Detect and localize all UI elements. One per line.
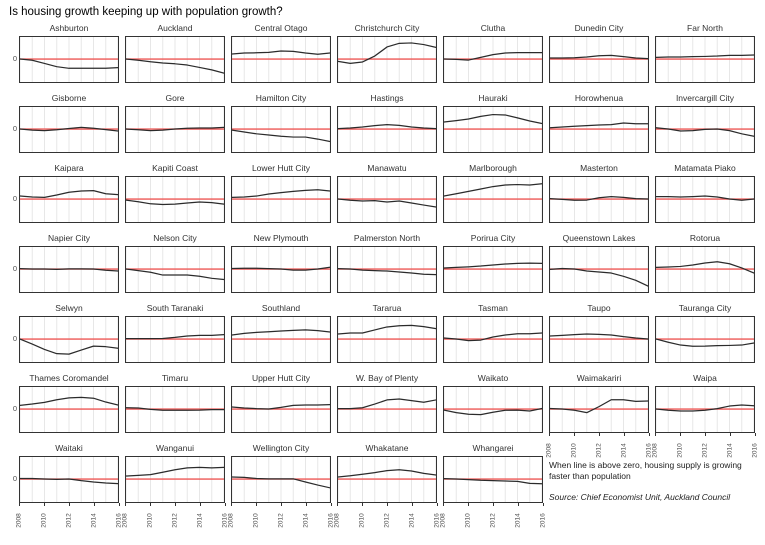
facet-whangarei (439, 443, 547, 528)
x-axis-tick (574, 433, 575, 436)
facet-panel (337, 176, 437, 223)
facet-rotorua (655, 233, 755, 293)
facet-title: Tararua (372, 303, 402, 313)
x-axis-tick (44, 503, 45, 506)
x-axis-tick-label: 2008 (227, 513, 235, 528)
x-axis-tick (200, 503, 201, 506)
facet-panel (443, 386, 543, 433)
x-axis-tick-label: 2014 (90, 513, 98, 528)
x-axis-tick-label: 2010 (464, 513, 472, 528)
facet-title: Gore (165, 93, 185, 103)
x-axis-tick (412, 503, 413, 506)
facet-title: Taupo (587, 303, 611, 313)
facet-panel (231, 316, 331, 363)
x-axis-tick-label: 2012 (595, 443, 603, 458)
y-axis-zero-label: 0 (12, 264, 17, 273)
facet-nelson-city (125, 233, 225, 293)
facet-gore (125, 93, 225, 153)
facet-tararua (337, 303, 437, 363)
facet-panel (125, 386, 225, 433)
facet-ashburton (12, 23, 119, 83)
facet-panel (19, 386, 119, 433)
facet-title: Dunedin City (574, 23, 624, 33)
x-axis-labels (121, 503, 229, 535)
facet-panel (337, 106, 437, 153)
x-axis-tick-label: 2014 (302, 513, 310, 528)
facet-panel (125, 176, 225, 223)
facet-panel (19, 36, 119, 83)
facet-panel (19, 316, 119, 363)
x-axis-tick (437, 503, 438, 506)
x-axis-tick-label: 2010 (358, 513, 366, 528)
x-axis-tick-label: 2014 (726, 443, 734, 458)
facet-title: Auckland (157, 23, 193, 33)
facet-palmerston-north (337, 233, 437, 293)
y-axis-zero-label: 0 (12, 334, 17, 343)
facet-hauraki (443, 93, 543, 153)
x-axis-tick-label: 2014 (196, 513, 204, 528)
facet-whakatane (333, 443, 441, 528)
facet-panel (125, 106, 225, 153)
y-axis-zero-label: 0 (12, 124, 17, 133)
facet-panel (19, 176, 119, 223)
x-axis-tick (443, 503, 444, 506)
facet-thames-coromandel (12, 373, 119, 433)
annotation-source: Source: Chief Economist Unit, Auckland Council (549, 492, 731, 503)
x-axis-tick (306, 503, 307, 506)
x-axis-tick-label: 2016 (221, 513, 229, 528)
x-axis-tick (150, 503, 151, 506)
facet-title: South Taranaki (146, 303, 204, 313)
facet-panel (443, 176, 543, 223)
x-axis-tick-label: 2016 (645, 443, 653, 458)
x-axis-tick-label: 2012 (171, 513, 179, 528)
facet-title: Selwyn (55, 303, 83, 313)
facet-title: Nelson City (153, 233, 197, 243)
facet-panel (655, 106, 755, 153)
x-axis-tick-label: 2008 (439, 513, 447, 528)
facet-panel (549, 316, 649, 363)
facet-title: Wanganui (156, 443, 194, 453)
x-axis-tick-label: 2010 (676, 443, 684, 458)
facet-panel (655, 36, 755, 83)
x-axis-tick (231, 503, 232, 506)
facet-timaru (125, 373, 225, 433)
x-axis-tick-label: 2010 (40, 513, 48, 528)
facet-panel (337, 386, 437, 433)
facet-title: Manawatu (367, 163, 407, 173)
facet-panel (231, 106, 331, 153)
facet-clutha (443, 23, 543, 83)
facet-panel (231, 456, 331, 503)
facet-invercargill-city (655, 93, 755, 153)
facet-panel (337, 316, 437, 363)
facet-tasman (443, 303, 543, 363)
x-axis-tick (468, 503, 469, 506)
facet-kapiti-coast (125, 163, 225, 223)
facet-title: Clutha (480, 23, 506, 33)
x-axis-tick (543, 503, 544, 506)
page-title: Is housing growth keeping up with population growth? (9, 6, 283, 18)
facet-taupo (549, 303, 649, 363)
x-axis-tick-label: 2008 (333, 513, 341, 528)
facet-title: Southland (261, 303, 301, 313)
x-axis-tick-label: 2008 (15, 513, 23, 528)
facet-title: Gisborne (51, 93, 87, 103)
x-axis-tick-label: 2010 (146, 513, 154, 528)
facet-title: Queenstown Lakes (562, 233, 636, 243)
x-axis-tick (549, 433, 550, 436)
x-axis-tick (599, 433, 600, 436)
facet-panel (337, 456, 437, 503)
facet-panel (655, 176, 755, 223)
facet-title: Waipa (693, 373, 717, 383)
x-axis-tick (225, 503, 226, 506)
x-axis-tick (281, 503, 282, 506)
facet-marlborough (443, 163, 543, 223)
x-axis-tick-label: 2008 (545, 443, 553, 458)
x-axis-tick (175, 503, 176, 506)
facet-dunedin-city (549, 23, 649, 83)
facet-far-north (655, 23, 755, 83)
x-axis-tick-label: 2012 (65, 513, 73, 528)
x-axis-tick (69, 503, 70, 506)
facet-title: Palmerston North (353, 233, 421, 243)
facet-title: Whakatane (365, 443, 409, 453)
facet-panel (443, 246, 543, 293)
x-axis-tick-label: 2010 (570, 443, 578, 458)
facet-title: Central Otago (254, 23, 308, 33)
y-axis-zero-label: 0 (12, 474, 17, 483)
facet-title: Rotorua (689, 233, 721, 243)
facet-title: Masterton (580, 163, 618, 173)
x-axis-tick (730, 433, 731, 436)
x-axis-tick (125, 503, 126, 506)
facet-hamilton-city (231, 93, 331, 153)
x-axis-tick-label: 2012 (383, 513, 391, 528)
y-axis-zero-label: 0 (12, 54, 17, 63)
x-axis-tick (362, 503, 363, 506)
facet-new-plymouth (231, 233, 331, 293)
facet-title: Tasman (478, 303, 508, 313)
facet-panel (19, 106, 119, 153)
facet-w-bay-of-plenty (337, 373, 437, 433)
facet-manawatu (337, 163, 437, 223)
facet-central-otago (231, 23, 331, 83)
facet-title: Wellington City (252, 443, 310, 453)
x-axis-tick-label: 2016 (433, 513, 441, 528)
facet-masterton (549, 163, 649, 223)
facet-title: Far North (687, 23, 723, 33)
x-axis-tick (518, 503, 519, 506)
x-axis-tick (680, 433, 681, 436)
facet-wellington-city (227, 443, 335, 528)
facet-porirua-city (443, 233, 543, 293)
x-axis-tick (705, 433, 706, 436)
x-axis-labels (333, 503, 441, 535)
y-axis-zero-label: 0 (12, 404, 17, 413)
facet-panel (125, 36, 225, 83)
facet-panel (443, 106, 543, 153)
facet-waitaki (12, 443, 123, 528)
x-axis-labels (15, 503, 123, 535)
x-axis-tick (755, 433, 756, 436)
facet-title: Upper Hutt City (251, 373, 311, 383)
facet-panel (549, 386, 649, 433)
x-axis-tick-label: 2012 (701, 443, 709, 458)
x-axis-tick (624, 433, 625, 436)
x-axis-tick-label: 2014 (620, 443, 628, 458)
facet-panel (443, 456, 543, 503)
facet-title: Christchurch City (354, 23, 420, 33)
x-axis-tick (19, 503, 20, 506)
y-axis-zero-label: 0 (12, 194, 17, 203)
facet-south-taranaki (125, 303, 225, 363)
x-axis-tick-label: 2010 (252, 513, 260, 528)
facet-title: Ashburton (49, 23, 89, 33)
x-axis-tick (119, 503, 120, 506)
facet-title: Hastings (370, 93, 404, 103)
facet-panel (125, 246, 225, 293)
facet-title: W. Bay of Plenty (355, 373, 419, 383)
facet-hastings (337, 93, 437, 153)
x-axis-tick-label: 2008 (651, 443, 659, 458)
facet-title: Napier City (47, 233, 91, 243)
x-axis-tick-label: 2014 (408, 513, 416, 528)
facet-title: Lower Hutt City (251, 163, 311, 173)
x-axis-tick (387, 503, 388, 506)
x-axis-tick-label: 2008 (121, 513, 129, 528)
facet-title: Waimakariri (576, 373, 622, 383)
facet-title: Porirua City (470, 233, 516, 243)
facet-panel (549, 106, 649, 153)
x-axis-tick (493, 503, 494, 506)
facet-title: Waitaki (55, 443, 83, 453)
x-axis-tick (256, 503, 257, 506)
facet-panel (655, 246, 755, 293)
facet-title: Thames Coromandel (29, 373, 109, 383)
facet-panel (231, 246, 331, 293)
facet-title: Marlborough (469, 163, 517, 173)
facet-panel (549, 246, 649, 293)
facet-panel (231, 36, 331, 83)
facet-title: Whangarei (472, 443, 514, 453)
facet-title: Tauranga City (678, 303, 732, 313)
facet-panel (125, 456, 225, 503)
facet-title: Hamilton City (255, 93, 307, 103)
x-axis-tick-label: 2012 (489, 513, 497, 528)
annotation-note: When line is above zero, housing supply is growing faster than population (549, 460, 742, 482)
facet-upper-hutt-city (231, 373, 331, 433)
facet-title: Horowhenua (574, 93, 624, 103)
x-axis-labels (227, 503, 335, 535)
facet-panel (655, 316, 755, 363)
facet-tauranga-city (655, 303, 755, 363)
x-axis-tick (337, 503, 338, 506)
facet-waimakariri (545, 373, 653, 458)
facet-panel (125, 316, 225, 363)
facet-panel (443, 36, 543, 83)
facet-auckland (125, 23, 225, 83)
facet-christchurch-city (337, 23, 437, 83)
facet-panel (337, 36, 437, 83)
facet-horowhenua (549, 93, 649, 153)
facet-selwyn (12, 303, 119, 363)
facet-panel (19, 246, 119, 293)
x-axis-tick-label: 2012 (277, 513, 285, 528)
x-axis-tick-label: 2016 (751, 443, 759, 458)
facet-gisborne (12, 93, 119, 153)
facet-lower-hutt-city (231, 163, 331, 223)
facet-title: Kapiti Coast (152, 163, 198, 173)
facet-panel (231, 386, 331, 433)
facet-title: Matamata Piako (674, 163, 736, 173)
x-axis-tick (655, 433, 656, 436)
facet-wanganui (121, 443, 229, 528)
x-axis-tick-label: 2016 (115, 513, 123, 528)
facet-panel (655, 386, 755, 433)
facet-panel (549, 36, 649, 83)
facet-waipa (651, 373, 759, 458)
annotation (549, 443, 755, 503)
facet-title: Waikato (477, 373, 509, 383)
facet-napier-city (12, 233, 119, 293)
facet-queenstown-lakes (549, 233, 649, 293)
x-axis-tick-label: 2014 (514, 513, 522, 528)
facet-panel (443, 316, 543, 363)
x-axis-tick (649, 433, 650, 436)
facet-kaipara (12, 163, 119, 223)
facet-title: Timaru (161, 373, 189, 383)
facet-panel (231, 176, 331, 223)
facet-waikato (443, 373, 543, 433)
x-axis-tick-label: 2016 (539, 513, 547, 528)
facet-panel (337, 246, 437, 293)
facet-panel (19, 456, 119, 503)
x-axis-labels (439, 503, 547, 535)
x-axis-tick (94, 503, 95, 506)
facet-title: Invercargill City (675, 93, 735, 103)
facet-southland (231, 303, 331, 363)
x-axis-tick-label: 2016 (327, 513, 335, 528)
facet-matamata-piako (655, 163, 755, 223)
facet-title: Kaipara (54, 163, 84, 173)
facet-panel (549, 176, 649, 223)
facet-grid (12, 23, 759, 528)
x-axis-tick (331, 503, 332, 506)
facet-title: Hauraki (478, 93, 508, 103)
facet-title: New Plymouth (253, 233, 309, 243)
